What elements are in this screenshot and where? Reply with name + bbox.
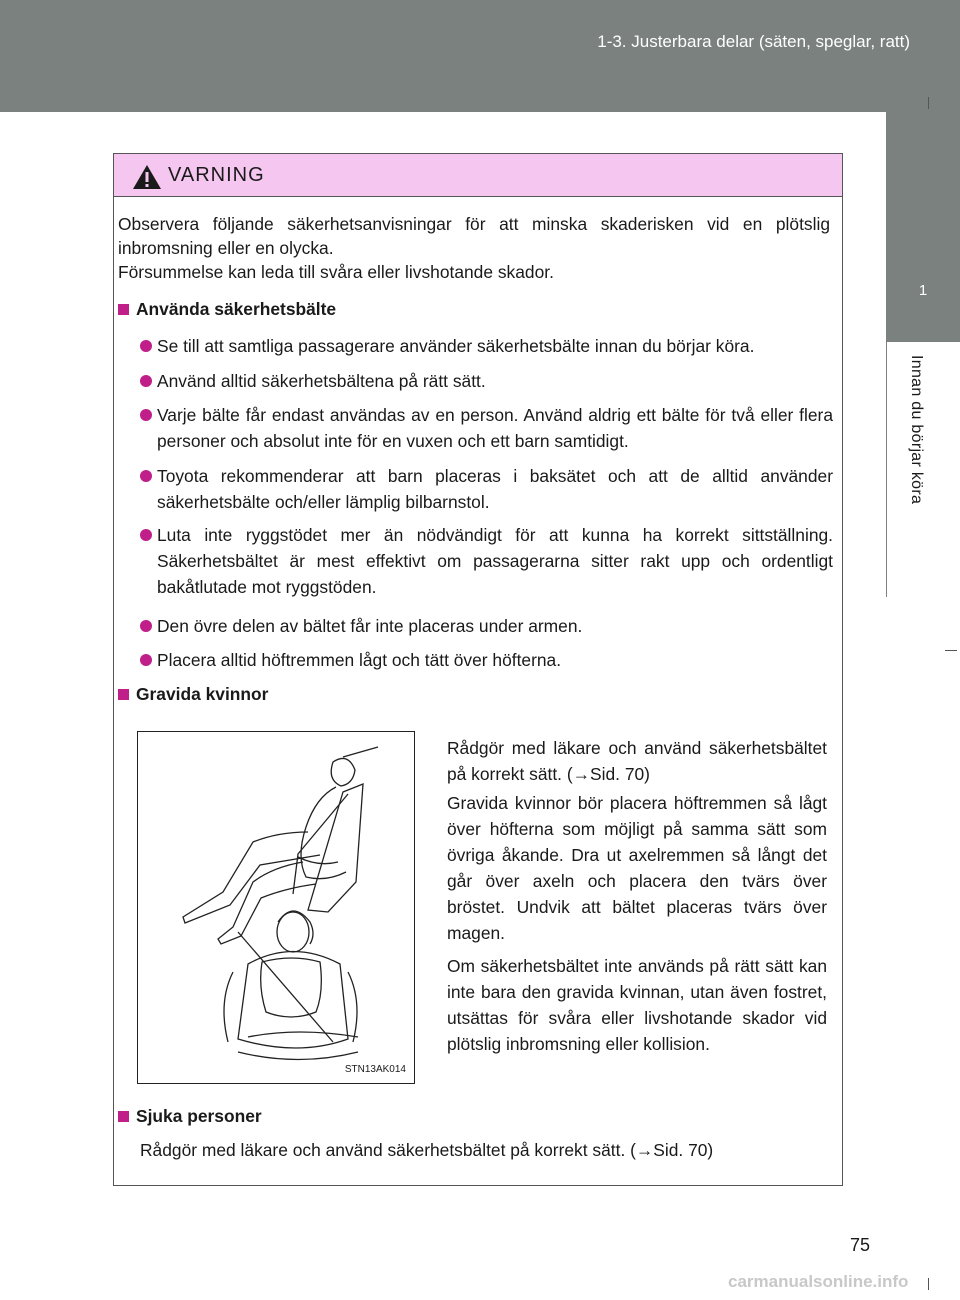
list-item: Se till att samtliga passagerare använder säkerhetsbälte innan du börjar köra. [157,333,833,359]
bullet-icon [140,529,152,541]
warning-header [114,154,842,197]
list-item: Varje bälte får endast användas av en person. Använd aldrig ett bälte för två eller flera personer och absolut inte för en vuxen och ett barn samtidigt. [157,402,833,454]
list-item: Luta inte ryggstödet mer än nödvändigt för att kunna ha korrekt sittställning. Säkerhetsbältet är mest effektivt om passagerarna sitter rakt upp och ordentligt bakåtlutade mot ryggstöden. [157,522,833,600]
bullet-icon [140,470,152,482]
section-heading: Gravida kvinnor [118,684,268,705]
list-item: Använd alltid säkerhetsbältena på rätt sätt. [157,368,833,394]
bullet-icon [140,654,152,666]
section-title: 1-3. Justerbara delar (säten, speglar, ratt) [597,32,910,51]
bullet-icon [140,340,152,352]
watermark: carmanualsonline.info [728,1272,909,1291]
warning-triangle-icon [132,164,162,190]
header-bar [0,0,960,112]
pregnant-seatbelt-illustration [137,731,415,1084]
crop-mark [945,650,957,651]
seated-woman-side-view [183,747,378,944]
list-item: Placera alltid höftremmen lågt och tätt över höfterna. [157,647,833,673]
square-bullet-icon [118,689,129,700]
seated-woman-front-view [224,911,358,1060]
list-item: Toyota rekommenderar att barn placeras i baksätet och att de alltid använder säkerhetsbälte och/eller lämplig bilbarnstol. [157,463,833,515]
paragraph: Om säkerhetsbältet inte används på rätt sätt kan inte bara den gravida kvinnan, utan även fostret, utsättas för svåra eller livshotande skador vid plötslig inbromsning eller kollision. [447,956,827,1054]
paragraph: Gravida kvinnor bör placera höftremmen så lågt över höfterna som möjligt på samma sätt som övriga åkande. Dra ut axelremmen så långt det går över axeln och placera den tvärs över bröstet. Undvik att bältet placeras tvärs över magen. [447,793,827,943]
bullet-icon [140,375,152,387]
warning-title: VARNING [168,164,265,186]
warning-intro: Observera följande säkerhetsanvisningar för att minska skaderisken vid en plötslig inbromsning eller en olycka. Försummelse kan leda till svåra eller livshotande skador. [118,214,830,282]
image-code: STN13AK014 [344,1064,406,1075]
page-number: 75 [850,1235,871,1255]
paragraph: Rådgör med läkare och använd säkerhetsbältet på korrekt sätt. (→Sid. 70) [447,738,827,784]
chapter-label: Innan du börjar köra [908,355,925,505]
paragraph: Rådgör med läkare och använd säkerhetsbältet på korrekt sätt. (→Sid. 70) [140,1140,714,1160]
list-item: Den övre delen av bältet får inte placeras under armen. [157,613,833,639]
bullet-icon [140,620,152,632]
crop-mark [928,97,929,109]
section-heading: Använda säkerhetsbälte [118,299,336,320]
crop-mark [928,1278,929,1290]
chapter-tab-border [886,112,887,597]
square-bullet-icon [118,304,129,315]
chapter-number: 1 [918,282,928,299]
section-heading: Sjuka personer [118,1106,262,1127]
bullet-icon [140,409,152,421]
square-bullet-icon [118,1111,129,1122]
chapter-tab [886,112,960,342]
illustration-drawing [138,732,414,1083]
